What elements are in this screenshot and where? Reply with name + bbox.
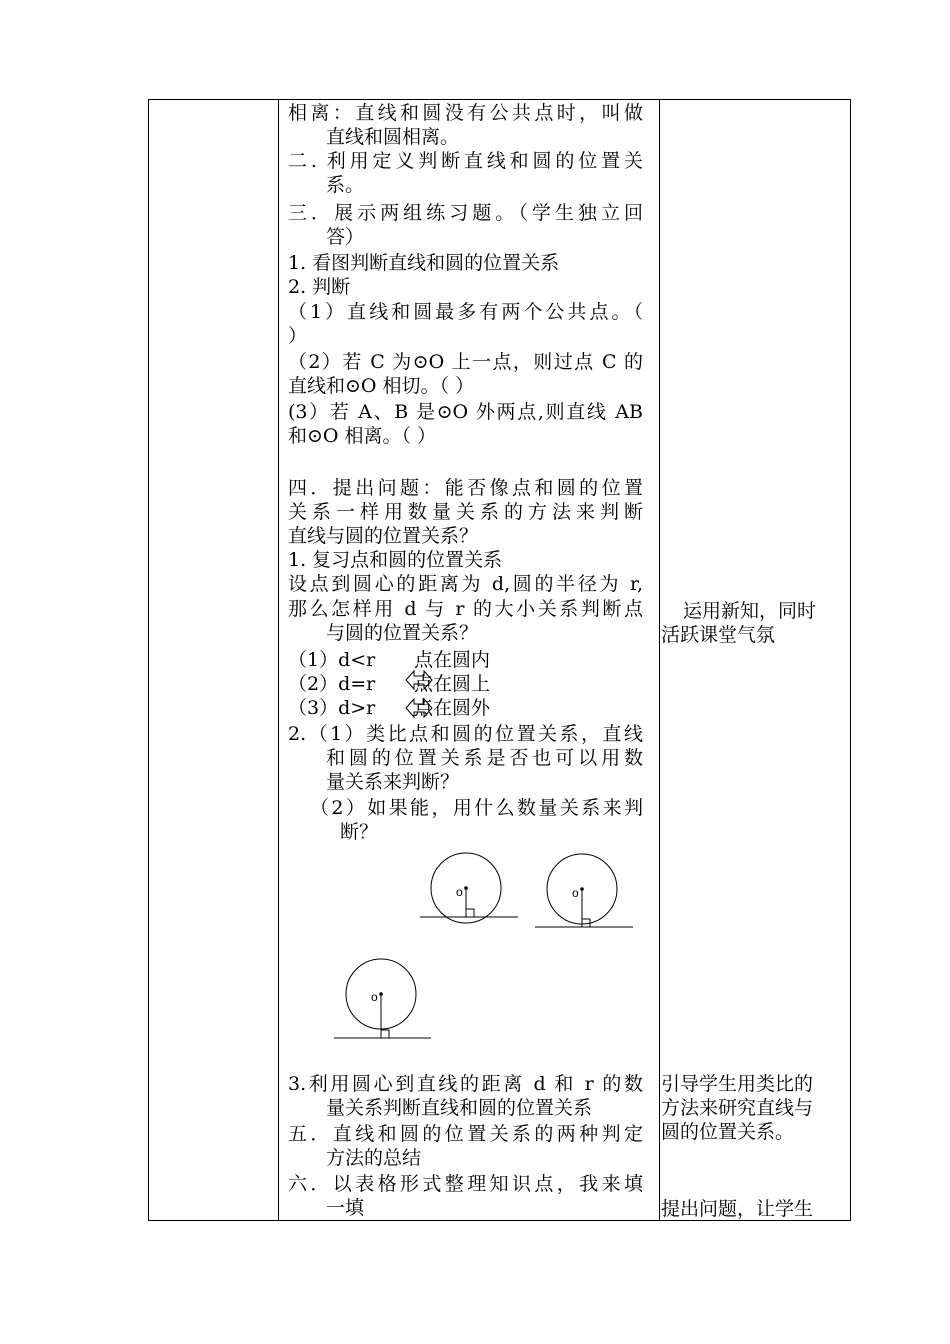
column-divider-1: [278, 100, 279, 1220]
text-line: （1）直线和圆最多有两个公共点。（: [288, 301, 643, 323]
text-line: 2.（1）类比点和圆的位置关系，直线: [288, 723, 643, 745]
text-line: 六．以表格形式整理知识点，我来填: [288, 1173, 643, 1195]
text-line: 设点到圆心的距离为 d,圆的半径为 r,: [288, 573, 643, 595]
text-line: 活跃课堂气氛: [661, 624, 776, 646]
text-line: 2. 判断: [288, 276, 351, 298]
text-line: 一填: [326, 1197, 365, 1219]
text-line: 直线和⊙O 相切。（ ）: [288, 375, 475, 397]
relation-d-lt-r: （1）d<r: [288, 649, 376, 671]
text-line: 那么怎样用 d 与 r 的大小关系判断点: [288, 598, 643, 620]
text-line: 提出问题，让学生: [661, 1198, 814, 1220]
center-label: o: [456, 885, 463, 899]
text-line: 相离：直线和圆没有公共点时，叫做: [288, 102, 643, 124]
text-line: 与圆的位置关系？: [326, 622, 479, 644]
text-line: 和⊙O 相离。（ ）: [288, 425, 437, 447]
equivalence-arrows-icon: [404, 666, 434, 730]
text-line: 方法来研究直线与: [661, 1097, 814, 1119]
text-line: 二. 利用定义判断直线和圆的位置关: [288, 150, 643, 172]
text-line: ）: [288, 325, 308, 347]
lesson-table: [148, 99, 851, 1221]
text-line: 1. 复习点和圆的位置关系: [288, 549, 503, 571]
circle-line-diagram: [333, 955, 433, 1041]
text-line: 四．提出问题：能否像点和圆的位置: [288, 477, 643, 499]
center-label: o: [371, 990, 378, 1004]
text-line: 五．直线和圆的位置关系的两种判定: [288, 1123, 643, 1145]
text-line: 系。: [326, 174, 365, 196]
text-line: 1. 看图判断直线和圆的位置关系: [288, 252, 560, 274]
text-line: 运用新知，同时: [683, 600, 817, 622]
relation-result: 点在圆上: [414, 673, 491, 695]
relation-result: 点在圆内: [414, 649, 491, 671]
text-line: 圆的位置关系。: [661, 1121, 795, 1143]
column-divider-2: [659, 100, 660, 1220]
relation-d-eq-r: （2）d=r: [288, 673, 376, 695]
text-line: 3.利用圆心到直线的距离 d 和 r 的数: [288, 1073, 643, 1095]
text-line: 和圆的位置关系是否也可以用数: [326, 747, 643, 769]
text-line: （2）若 C 为⊙O 上一点，则过点 C 的: [288, 351, 643, 373]
text-line: （2）如果能，用什么数量关系来判: [310, 797, 643, 819]
text-line: 断？: [340, 821, 379, 843]
text-line: 量关系来判断？: [326, 771, 460, 793]
text-line: 答）: [326, 226, 365, 248]
text-line: 直线和圆相离。: [326, 126, 460, 148]
relation-d-gt-r: （3）d>r: [288, 697, 376, 719]
text-line: 方法的总结: [326, 1147, 422, 1169]
text-line: 关系一样用数量关系的方法来判断: [288, 501, 643, 523]
text-line: 引导学生用类比的: [661, 1073, 814, 1095]
text-line: 量关系判断直线和圆的位置关系: [326, 1097, 593, 1119]
text-line: (3）若 A、B 是⊙O 外两点,则直线 AB: [288, 401, 643, 423]
relation-result: 点在圆外: [414, 697, 491, 719]
text-line: 直线与圆的位置关系？: [288, 525, 479, 547]
text-line: 三．展示两组练习题。（学生独立回: [288, 202, 643, 224]
circle-line-diagram: [419, 852, 635, 928]
center-label: o: [572, 886, 579, 900]
